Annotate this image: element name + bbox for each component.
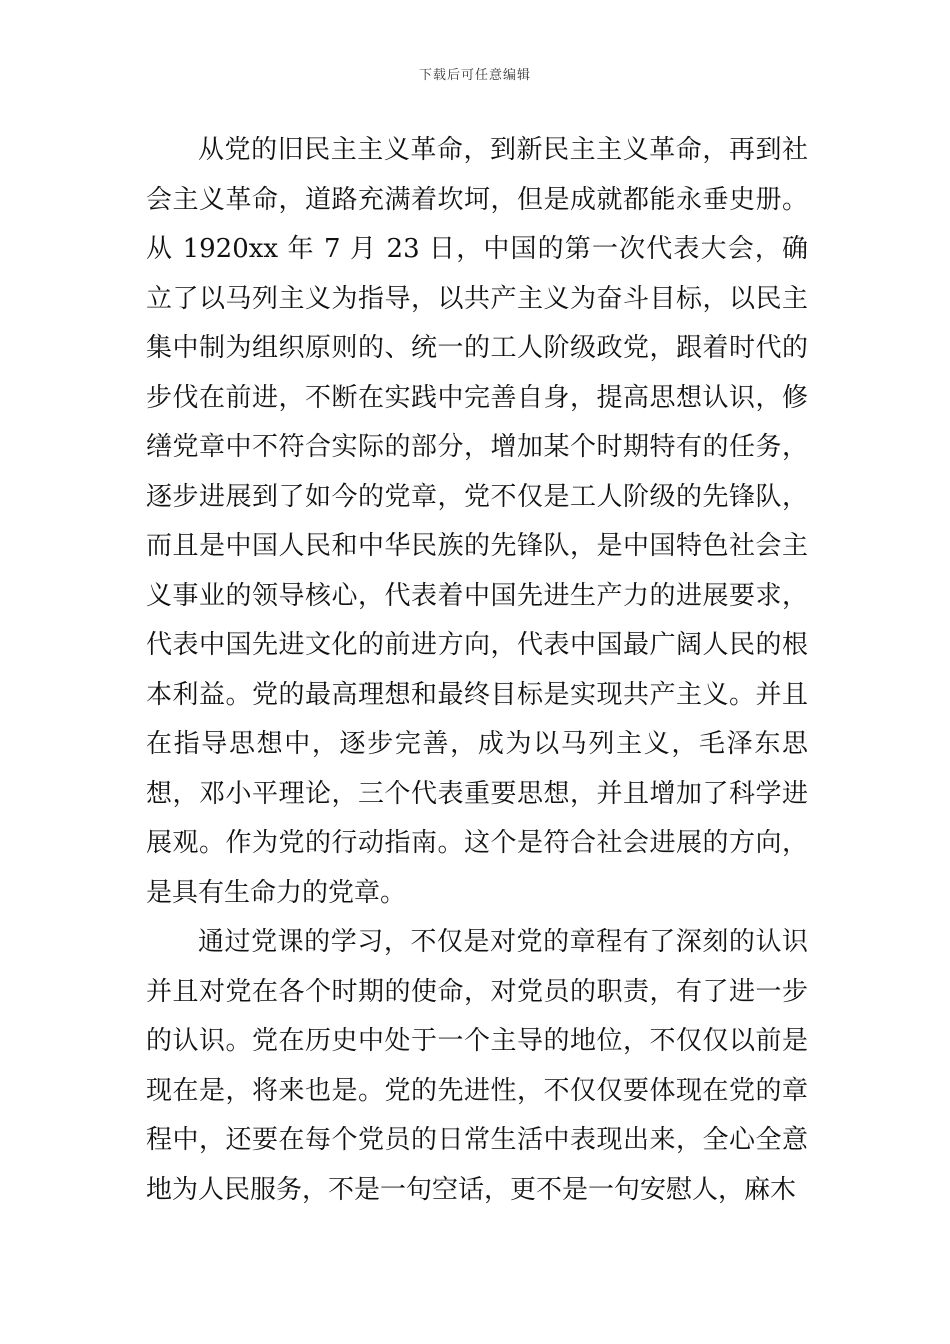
- paragraph-2: 通过党课的学习，不仅是对党的章程有了深刻的认识并且对党在各个时期的使命，对党员的职责，有了进一步的认识。党在历史中处于一个主导的地位，不仅仅以前是现在是，将来也是。党的先进性，不仅仅要体现在党的章程中，还要在每个党员的日常生活中表现出来，全心全意地为人民服务，不是一句空话，更不是一句安慰人，麻木: [146, 927, 808, 1205]
- document-body: [146, 126, 808, 1215]
- paragraph-1: 从党的旧民主主义革命，到新民主主义革命，再到社会主义革命，道路充满着坎坷，但是成就都能永垂史册。从 1920xx 年 7 月 23 日，中国的第一次代表大会，确立了以马列主义为指导，以共产主义为奋斗目标，以民主集中制为组织原则的、统一的工人阶级政党，跟着时代的步伐在前进，不断在实践中完善自身，提高思想认识，修缮党章中不符合实际的部分，增加某个时期特有的任务，逐步进展到了如今的党章，党不仅是工人阶级的先锋队，而且是中国人民和中华民族的先锋队，是中国特色社会主义事业的领导核心，代表着中国先进生产力的进展要求，代表中国先进文化的前进方向，代表中国最广阔人民的根本利益。党的最高理想和最终目标是实现共产主义。并且在指导思想中，逐步完善，成为以马列主义，毛泽东思想，邓小平理论，三个代表重要思想，并且增加了科学进展观。作为党的行动指南。这个是符合社会进展的方向，是具有生命力的党章。: [146, 135, 808, 908]
- page-header: 下载后可任意编辑: [418, 68, 531, 83]
